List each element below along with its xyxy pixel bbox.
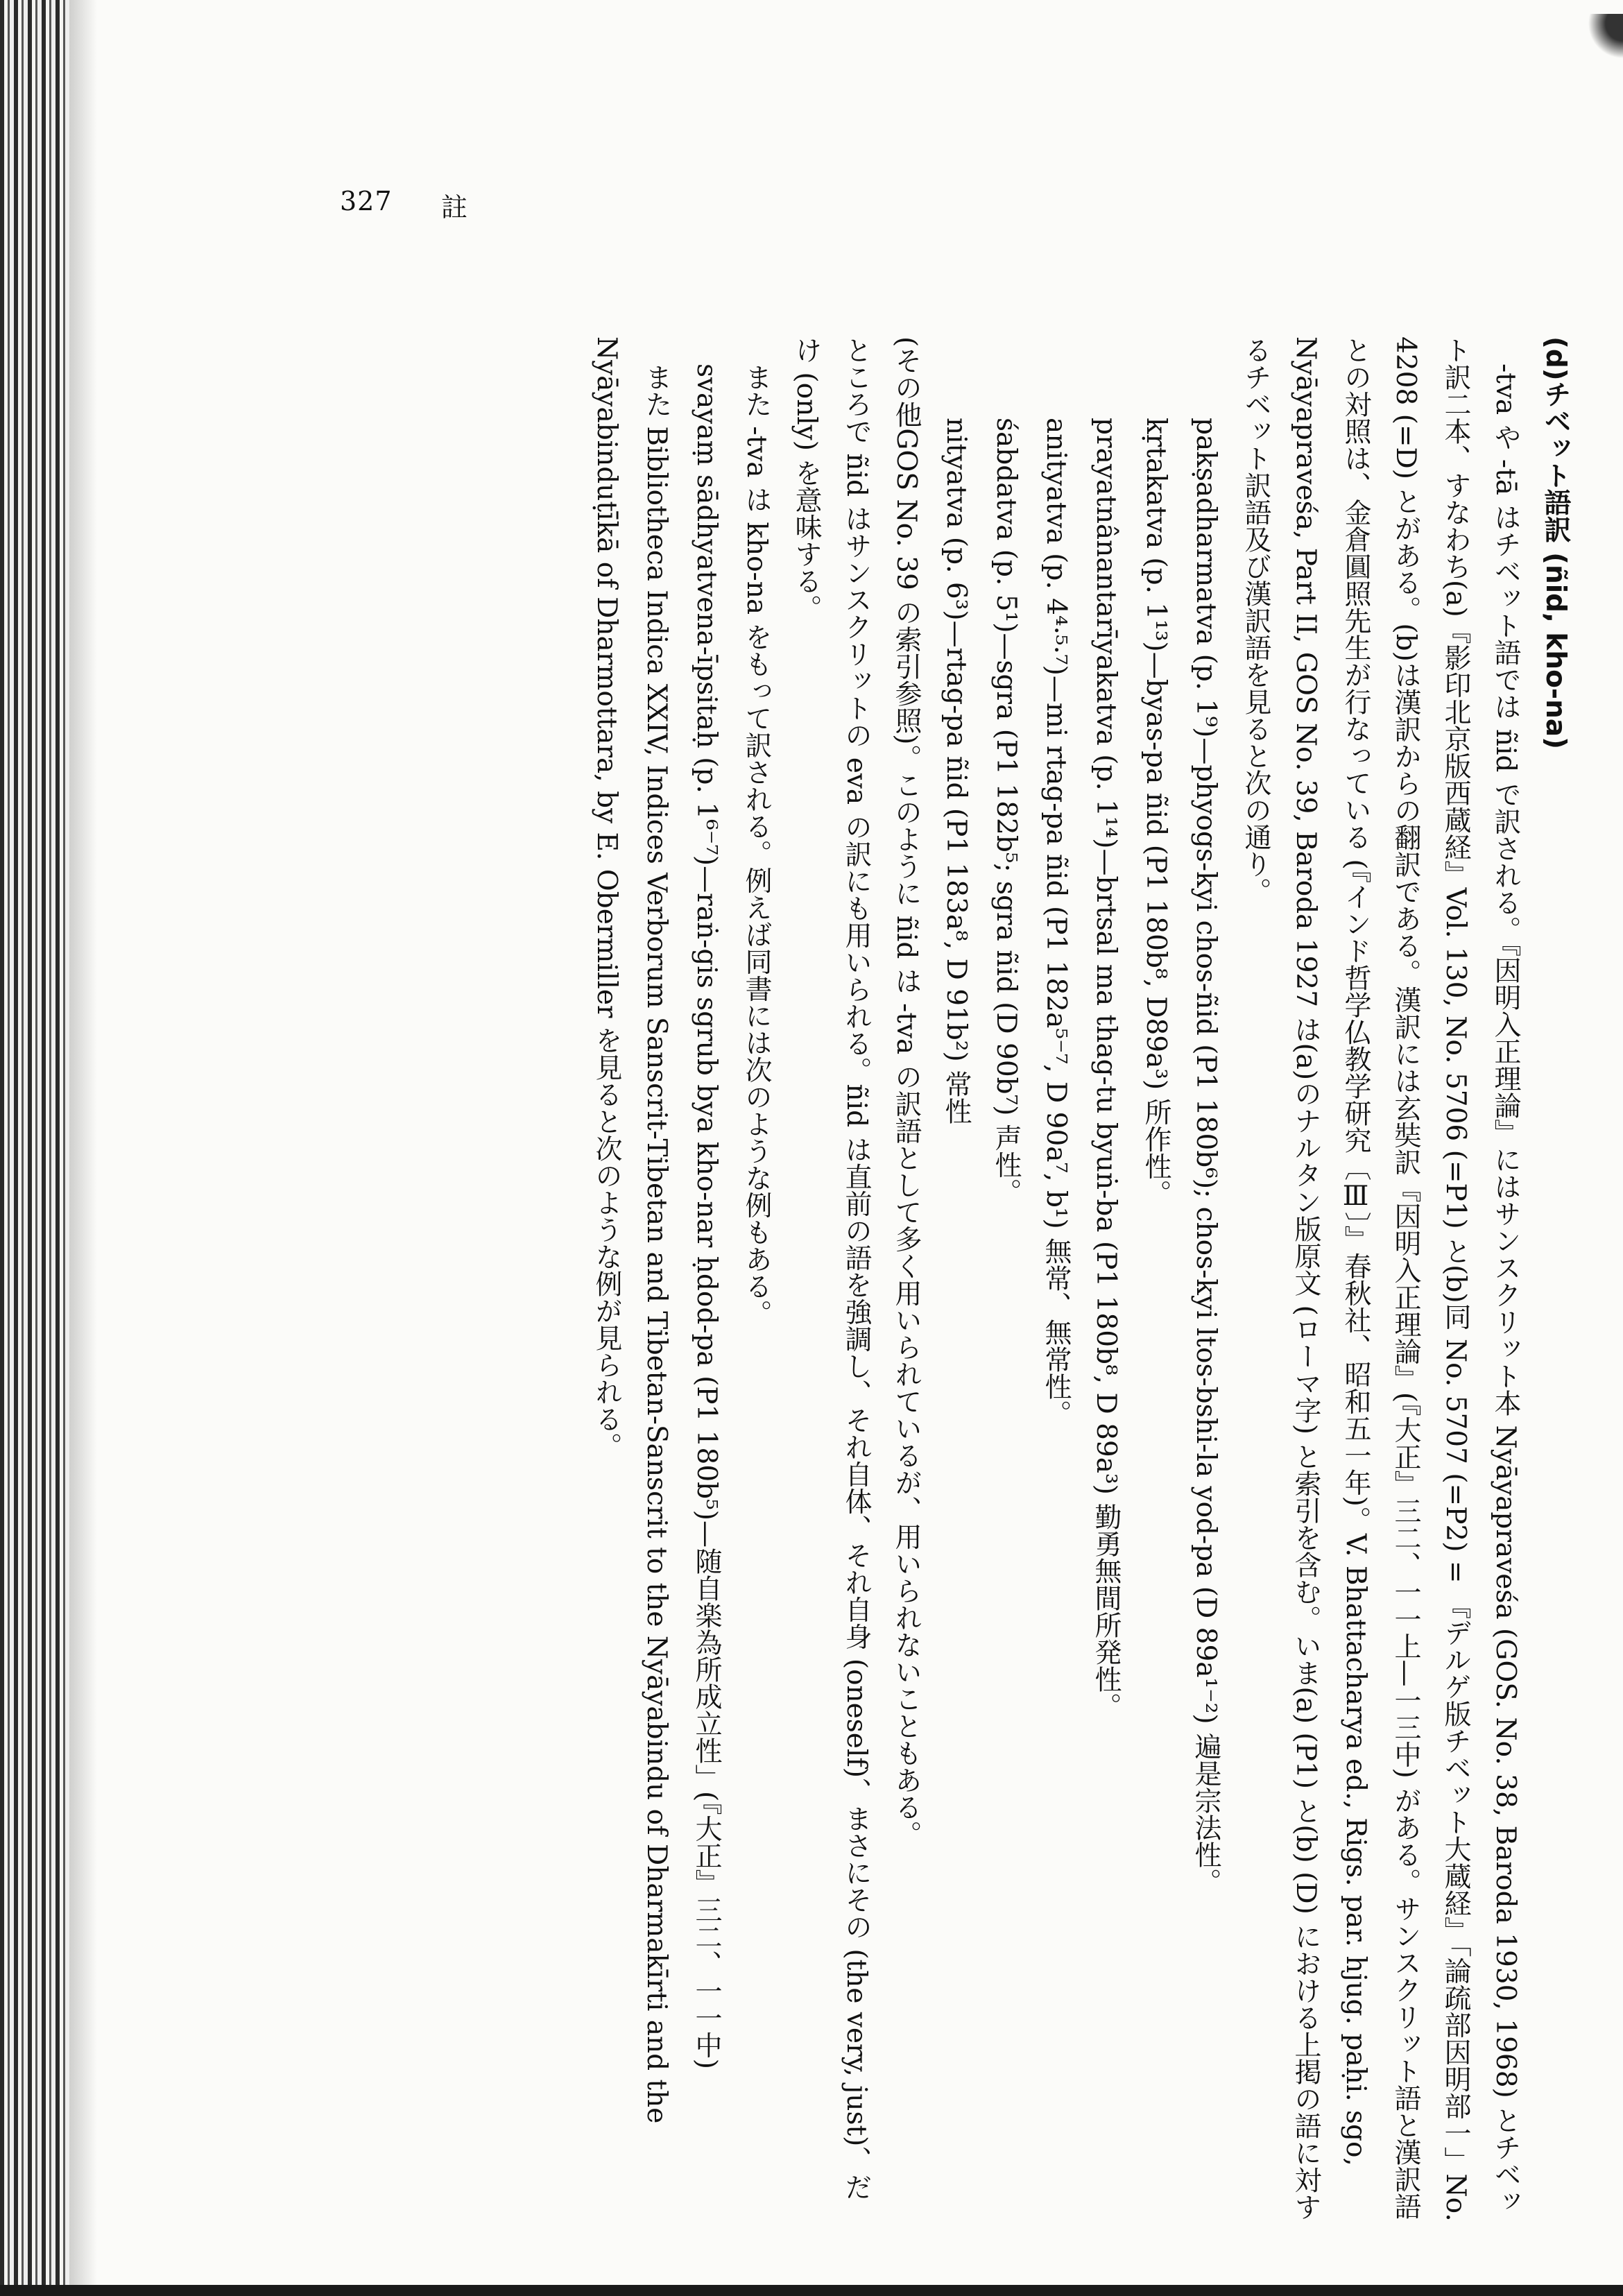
page-number: 327 xyxy=(340,186,393,216)
paragraph-5: svayaṃ sādhyatvena-īpsitaḥ (p. 1⁶⁻⁷)—raṅ-gis sgrub bya kho-nar ḥdod-pa (P1 180b⁵)—随自楽為所成立性」(『大正』三二、一一中) xyxy=(691,363,722,2069)
scan-corner-mark xyxy=(1561,14,1623,62)
example-5: śabdatva (p. 5¹)—sgra (P1 182b⁵; sgra ñid (D 90b⁷) 声性。 xyxy=(990,418,1022,1206)
example-2: kṛtakatva (p. 1¹³)—byas-pa ñid (P1 180b⁸, D89a³) 所作性。 xyxy=(1140,418,1171,1207)
paragraph-1: -tva や -tā はチベット語では ñid で訳される。『因明入正理論』にはサンスクリット本 Nyāyapraveśa (GOS. No. 38, Baroda 1930, 1968) とチベット訳二本、すなわち(a)『影印北京版西蔵経』Vol. 130, No. 5706 (=P1) と(b)同 No. 5707 (=P2) = 『デルゲ版チベット大蔵経』「論疏部因明部一」No. 4208 (=D) とがある。(b)は漢訳からの翻訳である。漢訳には玄奘訳『因明入正理論』(『大正』三二、一一上—一三中) がある。サンスクリット語と漢訳語との対照は、金倉圓照先生が行なっている (『インド哲学仏教学研究〔Ⅲ〕』春秋社、昭和五一年)。V. Bhattacharya ed., Rigs. par. hjug. paḥi. sgo, Nyāyapraveśa, Part II, GOS No. 39, Baroda 1927 は(a)のナルタン版原文 (ローマ字) と索引を含む。いま(a) (P1) と(b) (D) における上掲の語に対するチベット訳語及び漢訳語を見ると次の通り。 xyxy=(1240,336,1521,2222)
body-text xyxy=(338,336,1580,2223)
section-heading: (d)チベット語訳 (ñid, kho-na) xyxy=(1540,336,1571,749)
binding-shadow xyxy=(69,0,97,2296)
binding-edge xyxy=(0,0,69,2296)
example-6: nityatva (p. 6³)—rtag-pa ñid (P1 183a⁸, D 91b²) 常性 xyxy=(941,418,972,1125)
example-4: anityatva (p. 4⁴·⁵·⁷)—mi rtag-pa ñid (P1 182a⁵⁻⁷, D 90a⁷, b¹) 無常、無常性。 xyxy=(1040,418,1072,1428)
paragraph-6: また Bibliotheca Indica XXIV, Indices Verborum Sanscrit-Tibetan and Tibetan-Sanscrit to the Nyāyabindu of Dharmakīrti and the Nyāyabinduṭīkā of Dharmottara, by E. Obermiller を見ると次のような例が見られる。 xyxy=(591,336,672,2124)
example-3: prayatnânantarīyakatva (p. 1¹⁴)—brtsal ma thag-tu byuṅ-ba (P1 180b⁸, D 89a³) 勤勇無間所発性。 xyxy=(1090,418,1122,1720)
paragraph-4: また -tva は kho-na をもって訳される。例えば同書には次のような例もある。 xyxy=(741,363,772,1327)
example-1: pakṣadharmatva (p. 1⁹)—phyogs-kyi chos-ñid (P1 180b⁶); chos-kyi ltos-bshi-la yod-pa (D 89a¹⁻²) 遍是宗法性。 xyxy=(1190,418,1221,1895)
scan-bottom-edge xyxy=(0,2285,1623,2296)
paragraph-3: ところで ñid はサンスクリットの eva の訳にも用いられる。ñid は直前の語を強調し、それ自体、それ自身 (oneself)、まさにその (the very, just)、だけ (only) を意味する。 xyxy=(791,336,872,2201)
running-head: 註 xyxy=(441,192,468,223)
paragraph-2: (その他GOS No. 39 の索引参照)。このように ñid は -tva の訳語として多く用いられているが、用いられないこともある。 xyxy=(891,336,922,1848)
